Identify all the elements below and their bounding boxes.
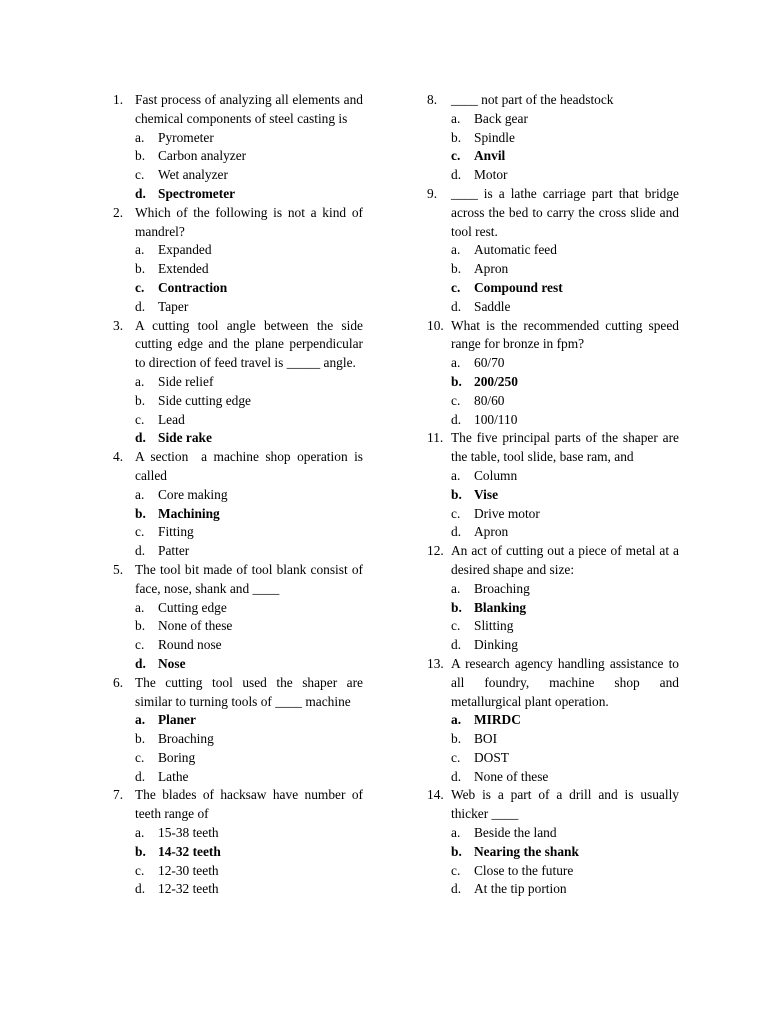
question-9: [427, 185, 679, 317]
question-text: Fast process of analyzing all elements and chemical components of steel casting is: [135, 92, 363, 126]
option-letter: d.: [135, 430, 146, 446]
option-text: Apron: [474, 524, 509, 540]
option-b: [427, 730, 679, 749]
option-text: Nearing the shank: [474, 843, 579, 859]
question-number: 11.: [427, 430, 444, 446]
option-text: Anvil: [474, 148, 506, 164]
option-d: [427, 523, 679, 542]
option-c: [113, 523, 363, 542]
option-c: [113, 636, 363, 655]
option-a: [113, 373, 363, 392]
question-text: A cutting tool angle between the side cutting edge and the plane perpendicular to direction of feed travel is _____ angle.: [135, 317, 363, 371]
option-d: [427, 411, 679, 430]
option-text: Motor: [474, 167, 508, 183]
option-a-correct: [113, 711, 363, 730]
option-b: [113, 392, 363, 411]
option-letter: a.: [135, 373, 145, 389]
option-text: Contraction: [158, 279, 228, 295]
option-letter: a.: [451, 580, 461, 596]
option-a: [113, 129, 363, 148]
option-text: None of these: [158, 618, 233, 634]
option-text: 12-32 teeth: [158, 881, 219, 897]
option-letter: d.: [135, 543, 146, 559]
option-letter: c.: [135, 411, 145, 427]
question-number: 8.: [427, 92, 438, 107]
option-letter: d.: [451, 637, 462, 653]
option-letter: c.: [451, 148, 461, 164]
option-letter: a.: [135, 486, 145, 502]
option-d-correct: [113, 429, 363, 448]
question-number: 9.: [427, 185, 438, 201]
option-text: Beside the land: [474, 825, 557, 841]
option-c: [427, 392, 679, 411]
option-a: [427, 354, 679, 373]
option-text: Close to the future: [474, 862, 574, 878]
question-number: 6.: [113, 674, 124, 690]
option-text: DOST: [474, 749, 509, 765]
option-letter: d.: [451, 298, 462, 314]
option-letter: b.: [451, 373, 462, 389]
option-letter: d.: [451, 524, 462, 540]
option-text: Side rake: [158, 430, 212, 446]
option-letter: b.: [135, 505, 146, 521]
option-b: [427, 260, 679, 279]
option-letter: a.: [135, 129, 145, 145]
option-letter: d.: [135, 768, 146, 784]
option-text: 60/70: [474, 355, 505, 371]
option-text: Saddle: [474, 298, 511, 314]
option-text: Carbon analyzer: [158, 148, 247, 164]
option-b-correct: [427, 373, 679, 392]
option-text: 14-32 teeth: [158, 843, 221, 859]
option-text: Compound rest: [474, 279, 563, 295]
question-text: A research agency handling assistance to all foundry, machine shop and metallurgical plant operation.: [451, 655, 679, 709]
option-d: [427, 166, 679, 185]
option-d: [113, 542, 363, 561]
option-letter: b.: [135, 843, 146, 859]
option-letter: c.: [451, 279, 461, 295]
option-text: At the tip portion: [474, 881, 567, 897]
option-text: Vise: [474, 486, 499, 502]
option-text: Wet analyzer: [158, 167, 228, 183]
question-text: An act of cutting out a piece of metal at a desired shape and size:: [451, 543, 679, 577]
question-text: What is the recommended cutting speed range for bronze in fpm?: [451, 317, 679, 352]
option-text: Fitting: [158, 524, 194, 540]
option-b: [427, 129, 679, 148]
option-text: Lathe: [158, 768, 189, 784]
question-text: ____ not part of the headstock: [451, 92, 614, 107]
option-letter: d.: [135, 655, 146, 671]
option-text: Extended: [158, 261, 209, 277]
option-d: [113, 880, 363, 899]
question-text: A section a machine shop operation is called: [135, 449, 367, 483]
question-number: 2.: [113, 204, 124, 220]
option-a: [113, 599, 363, 618]
option-text: Blanking: [474, 599, 527, 615]
option-a: [427, 824, 679, 843]
option-letter: c.: [135, 862, 145, 878]
option-b: [113, 730, 363, 749]
option-c: [113, 862, 363, 881]
option-b: [113, 260, 363, 279]
option-text: Apron: [474, 261, 509, 277]
option-d: [427, 768, 679, 787]
option-letter: c.: [135, 637, 145, 653]
question-number: 5.: [113, 561, 124, 577]
question-number: 10.: [427, 317, 444, 333]
option-text: Planer: [158, 712, 196, 728]
question-7: [113, 786, 363, 899]
option-a: [113, 824, 363, 843]
option-letter: a.: [451, 467, 461, 483]
option-a: [113, 486, 363, 505]
question-14: [427, 786, 679, 899]
question-number: 4.: [113, 449, 124, 465]
option-letter: d.: [135, 298, 146, 314]
option-c: [113, 411, 363, 430]
option-text: Patter: [158, 543, 190, 559]
right-column: [427, 91, 679, 899]
option-text: Spindle: [474, 129, 515, 145]
option-d-correct: [113, 655, 363, 674]
option-letter: a.: [451, 242, 461, 258]
option-d: [427, 298, 679, 317]
option-c-correct: [427, 147, 679, 166]
option-letter: d.: [451, 411, 462, 427]
option-c: [113, 749, 363, 768]
option-b: [113, 147, 363, 166]
question-number: 3.: [113, 317, 124, 333]
option-text: Dinking: [474, 637, 518, 653]
option-letter: c.: [135, 167, 145, 183]
question-3: [113, 317, 363, 449]
option-letter: d.: [135, 185, 146, 201]
option-a: [427, 110, 679, 129]
option-text: Taper: [158, 298, 189, 314]
option-text: Nose: [158, 655, 186, 671]
option-letter: b.: [451, 599, 462, 615]
question-text: The five principal parts of the shaper are the table, tool slide, base ram, and: [451, 430, 679, 465]
option-c: [427, 617, 679, 636]
option-c: [427, 862, 679, 881]
option-letter: c.: [135, 279, 145, 295]
option-letter: d.: [451, 167, 462, 183]
option-text: Drive motor: [474, 505, 540, 521]
option-text: Broaching: [158, 731, 214, 747]
option-d-correct: [113, 185, 363, 204]
option-text: Column: [474, 467, 518, 483]
question-number: 14.: [427, 787, 444, 803]
option-text: Spectrometer: [158, 185, 236, 201]
option-a: [427, 241, 679, 260]
option-letter: a.: [135, 825, 145, 841]
option-text: BOI: [474, 731, 498, 747]
option-d: [113, 298, 363, 317]
option-a: [113, 241, 363, 260]
option-c-correct: [427, 279, 679, 298]
option-letter: b.: [135, 392, 146, 408]
option-b-correct: [113, 843, 363, 862]
option-text: Boring: [158, 749, 196, 765]
option-text: 12-30 teeth: [158, 862, 219, 878]
option-letter: b.: [451, 486, 462, 502]
option-letter: b.: [451, 843, 462, 859]
question-text: The blades of hacksaw have number of teeth range of: [135, 787, 363, 822]
option-text: Side relief: [158, 373, 214, 389]
question-11: [427, 429, 679, 542]
option-b-correct: [113, 505, 363, 524]
question-text: The tool bit made of tool blank consist of face, nose, shank and ____: [135, 561, 363, 596]
option-text: Broaching: [474, 580, 530, 596]
option-text: Back gear: [474, 110, 528, 126]
option-letter: c.: [451, 862, 461, 878]
option-c-correct: [113, 279, 363, 298]
option-letter: d.: [135, 881, 146, 897]
option-text: MIRDC: [474, 712, 521, 728]
question-text: Web is a part of a drill and is usually thicker ____: [451, 787, 679, 822]
option-letter: b.: [135, 731, 146, 747]
option-text: Expanded: [158, 242, 212, 258]
option-text: Pyrometer: [158, 129, 214, 145]
question-4: [113, 448, 367, 561]
option-text: 100/110: [474, 411, 518, 427]
question-5: [113, 561, 363, 674]
option-letter: c.: [451, 392, 461, 408]
option-text: Slitting: [474, 618, 514, 634]
option-d: [427, 880, 679, 899]
option-letter: b.: [135, 618, 146, 634]
option-letter: a.: [451, 355, 461, 371]
option-letter: b.: [451, 731, 462, 747]
question-10: [427, 317, 679, 430]
option-letter: c.: [135, 524, 145, 540]
option-d: [113, 768, 363, 787]
option-c: [427, 505, 679, 524]
question-8: [427, 91, 679, 185]
option-letter: a.: [135, 242, 145, 258]
option-letter: c.: [451, 505, 461, 521]
option-text: Lead: [158, 411, 185, 427]
option-text: Side cutting edge: [158, 392, 251, 408]
question-text: The cutting tool used the shaper are similar to turning tools of ____ machine: [135, 674, 363, 709]
option-letter: a.: [451, 110, 461, 126]
option-letter: c.: [451, 618, 461, 634]
option-d: [427, 636, 679, 655]
option-text: Round nose: [158, 637, 222, 653]
question-13: [427, 655, 679, 787]
option-b-correct: [427, 486, 679, 505]
question-text: ____ is a lathe carriage part that bridge across the bed to carry the cross slide and tool rest.: [451, 185, 679, 239]
option-letter: d.: [451, 881, 462, 897]
option-b: [113, 617, 363, 636]
question-text: Which of the following is not a kind of mandrel?: [135, 204, 363, 239]
option-c: [113, 166, 363, 185]
question-number: 12.: [427, 543, 444, 559]
option-text: Machining: [158, 505, 220, 521]
option-letter: a.: [135, 599, 145, 615]
option-letter: a.: [135, 712, 146, 728]
option-b-correct: [427, 599, 679, 618]
question-number: 13.: [427, 655, 444, 671]
question-1: [113, 91, 363, 204]
option-text: Automatic feed: [474, 242, 557, 258]
option-text: 15-38 teeth: [158, 825, 219, 841]
option-text: 80/60: [474, 392, 505, 408]
option-letter: c.: [135, 749, 145, 765]
option-letter: c.: [451, 749, 461, 765]
option-a-correct: [427, 711, 679, 730]
option-letter: a.: [451, 712, 462, 728]
left-column: [113, 91, 367, 899]
option-letter: b.: [135, 261, 146, 277]
option-a: [427, 467, 679, 486]
question-6: [113, 674, 363, 787]
option-letter: b.: [451, 129, 462, 145]
question-12: [427, 542, 679, 655]
option-text: Cutting edge: [158, 599, 227, 615]
option-letter: b.: [135, 148, 146, 164]
option-b-correct: [427, 843, 679, 862]
question-2: [113, 204, 363, 317]
option-c: [427, 749, 679, 768]
option-text: None of these: [474, 768, 549, 784]
option-a: [427, 580, 679, 599]
question-number: 7.: [113, 787, 124, 803]
option-text: 200/250: [474, 373, 518, 389]
option-text: Core making: [158, 486, 228, 502]
option-letter: d.: [451, 768, 462, 784]
option-letter: a.: [451, 825, 461, 841]
option-letter: b.: [451, 261, 462, 277]
question-number: 1.: [113, 92, 124, 107]
